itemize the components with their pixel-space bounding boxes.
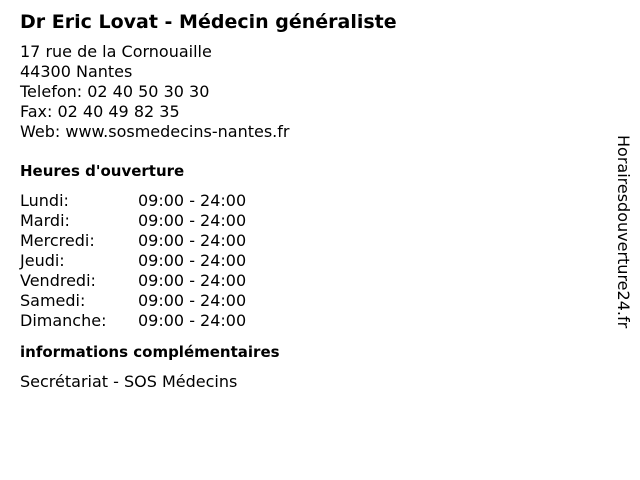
time-range: 09:00 - 24:00 [138,271,247,290]
hours-row-saturday [20,291,600,311]
time-range: 09:00 - 24:00 [138,211,247,230]
day-label: Lundi: [20,191,69,210]
phone-number: Telefon: 02 40 50 30 30 [20,82,210,101]
time-range: 09:00 - 24:00 [138,311,247,330]
time-range: 09:00 - 24:00 [138,231,247,250]
additional-info-heading: informations complémentaires [20,343,280,361]
hours-row-tuesday [20,211,600,231]
day-label: Dimanche: [20,311,107,330]
time-range: 09:00 - 24:00 [138,291,247,310]
day-label: Mercredi: [20,231,95,250]
opening-hours-table [20,191,600,331]
fax-number: Fax: 02 40 49 82 35 [20,102,180,121]
day-label: Jeudi: [20,251,65,270]
day-label: Samedi: [20,291,86,310]
hours-row-wednesday [20,231,600,251]
hours-row-thursday [20,251,600,271]
hours-row-sunday [20,311,600,331]
website-link[interactable]: Web: www.sosmedecins-nantes.fr [20,122,290,141]
page-title: Dr Eric Lovat - Médecin généraliste [20,11,397,33]
time-range: 09:00 - 24:00 [138,251,247,270]
hours-row-monday [20,191,600,211]
address-street: 17 rue de la Cornouaille [20,42,212,61]
site-watermark: Horairesdouverture24.fr [614,135,633,329]
additional-info-text: Secrétariat - SOS Médecins [20,372,238,391]
hours-row-friday [20,271,600,291]
opening-hours-heading: Heures d'ouverture [20,162,185,180]
practice-card [20,9,600,392]
day-label: Mardi: [20,211,70,230]
address-city: 44300 Nantes [20,62,133,81]
day-label: Vendredi: [20,271,96,290]
time-range: 09:00 - 24:00 [138,191,247,210]
